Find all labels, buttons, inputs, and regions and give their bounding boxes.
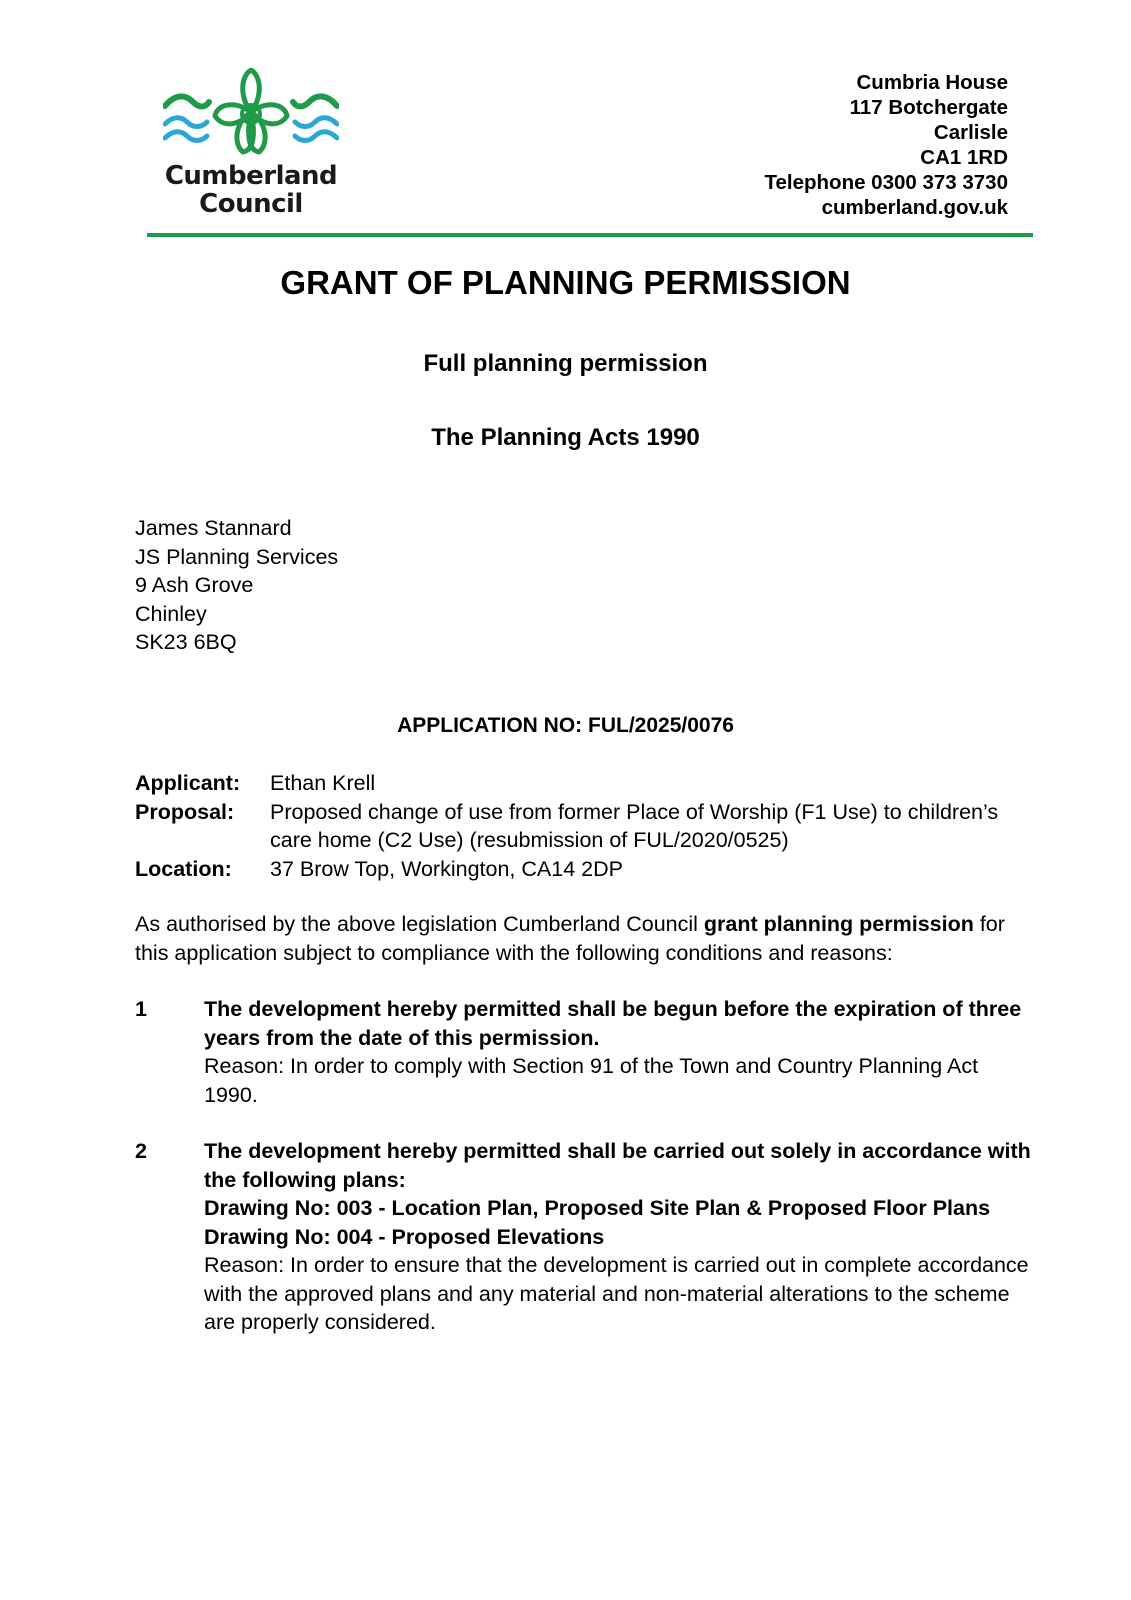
condition-number: 1 bbox=[135, 997, 147, 1021]
application-details bbox=[135, 769, 1045, 883]
address-website[interactable]: cumberland.gov.uk bbox=[821, 196, 1008, 219]
recipient-line: 9 Ash Grove bbox=[135, 573, 254, 597]
address-line: 117 Botchergate bbox=[849, 96, 1008, 119]
condition-drawing: Drawing No: 003 - Location Plan, Proposed Site Plan & Proposed Floor Plans bbox=[204, 1196, 991, 1220]
council-address bbox=[765, 70, 1009, 220]
applicant-row bbox=[135, 769, 1045, 798]
location-row bbox=[135, 855, 1045, 884]
address-telephone: Telephone 0300 373 3730 bbox=[764, 171, 1008, 194]
condition-heading: The development hereby permitted shall be carried out solely in accordance with the following plans: bbox=[204, 1139, 1031, 1192]
intro-text-bold: grant planning permission bbox=[703, 912, 974, 936]
condition-reason: Reason: In order to comply with Section 91 of the Town and Country Planning Act 1990. bbox=[204, 1054, 979, 1107]
document-subtitle: Full planning permission bbox=[423, 350, 708, 377]
applicant-value: Ethan Krell bbox=[270, 771, 376, 795]
condition-1 bbox=[135, 995, 1035, 1109]
recipient-line: James Stannard bbox=[135, 516, 292, 540]
intro-text-after: for this application subject to compliance with the following conditions and reasons: bbox=[135, 912, 1005, 965]
address-line: Cumbria House bbox=[856, 71, 1008, 94]
logo-text-line1: Cumberland bbox=[164, 161, 338, 191]
location-label: Location: bbox=[135, 856, 232, 881]
flower-wave-logo-icon bbox=[163, 68, 339, 168]
condition-heading: The development hereby permitted shall be begun before the expiration of three years from the date of this permission. bbox=[204, 997, 1022, 1050]
proposal-value: Proposed change of use from former Place of Worship (F1 Use) to children’s care home (C2 Use) (resubmission of FUL/2020/0525) bbox=[270, 799, 999, 852]
recipient-line: JS Planning Services bbox=[135, 544, 339, 569]
address-line: CA1 1RD bbox=[920, 146, 1008, 169]
condition-reason: Reason: In order to ensure that the development is carried out in complete accordance with the approved plans and any material and non-material alterations to the scheme are properly considered. bbox=[204, 1253, 1029, 1334]
proposal-row bbox=[135, 798, 1045, 855]
condition-2 bbox=[135, 1137, 1035, 1337]
legislation-title: The Planning Acts 1990 bbox=[431, 424, 700, 451]
council-logo bbox=[163, 68, 339, 220]
proposal-label: Proposal: bbox=[135, 799, 235, 824]
location-value: 37 Brow Top, Workington, CA14 2DP bbox=[270, 856, 623, 881]
header-divider bbox=[147, 233, 1033, 237]
intro-paragraph bbox=[135, 910, 1035, 967]
logo-text-line2: Council bbox=[199, 189, 303, 219]
recipient-line: Chinley bbox=[135, 601, 207, 626]
document-title: GRANT OF PLANNING PERMISSION bbox=[280, 264, 851, 301]
condition-drawing: Drawing No: 004 - Proposed Elevations bbox=[204, 1224, 605, 1249]
condition-number: 2 bbox=[135, 1139, 147, 1163]
applicant-label: Applicant: bbox=[135, 771, 241, 795]
address-line: Carlisle bbox=[933, 121, 1008, 144]
application-number: APPLICATION NO: FUL/2025/0076 bbox=[397, 714, 734, 737]
recipient-address bbox=[135, 514, 338, 657]
intro-text-before: As authorised by the above legislation Cumberland Council bbox=[135, 912, 704, 936]
recipient-line: SK23 6BQ bbox=[135, 630, 237, 654]
